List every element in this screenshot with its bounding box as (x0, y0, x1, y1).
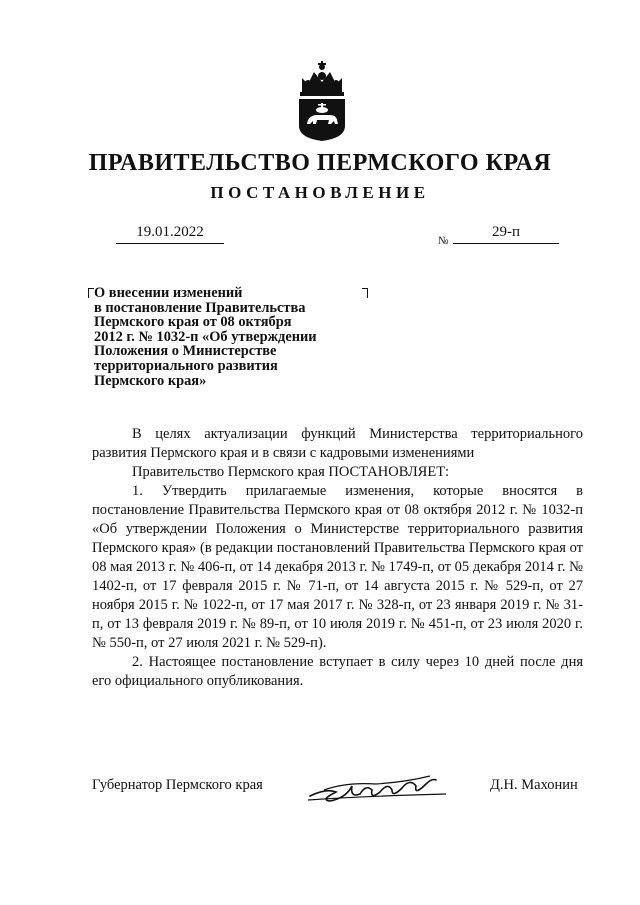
handwritten-signature (306, 770, 448, 806)
document-type: ПОСТАНОВЛЕНИЕ (210, 183, 430, 202)
document-body (92, 425, 583, 691)
document-date: 19.01.2022 (116, 224, 224, 244)
body-paragraph-item-1: 1. Утвердить прилагаемые изменения, которые вносятся в постановление Правительства Пермского края от 08 октября 2012 г. № 1032-п «Об утверждении Положения о Министерстве территориального развития Пермского края» (в редакции постановлений Правительства Пермского края от 08 мая 2013 г. № 406-п, от 14 декабря 2013 г. № 1749-п, от 05 декабря 2014 г. № 1402-п, от 17 февраля 2015 г. № 71-п, от 14 августа 2015 г. № 529-п, от 27 ноября 2015 г. № 1022-п, от 17 мая 2017 г. № 328-п, от 23 января 2019 г. № 31-п, от 13 февраля 2019 г. № 89-п, от 10 июля 2019 г. № 451-п, от 23 июля 2020 г. № 550-п, от 27 июля 2021 г. № 529-п). (92, 483, 583, 651)
signatory-position: Губернатор Пермского края (92, 777, 263, 793)
subject-line: в постановление Правительства (94, 299, 306, 316)
signatory-name: Д.Н. Махонин (490, 777, 578, 793)
body-paragraph-preamble: В целях актуализации функций Министерства территориального развития Пермского края и в связи с кадровыми изменениями (92, 426, 583, 461)
body-paragraph-item-2: 2. Настоящее постановление вступает в силу через 10 дней после дня его официального опубликования. (92, 654, 583, 689)
subject-line: Положения о Министерстве (94, 343, 277, 360)
document-number: 29-п (453, 224, 559, 244)
subject-line: Пермского края» (94, 372, 207, 389)
subject-line: О внесении изменений (94, 285, 243, 301)
subject-line: Пермского края от 08 октября (94, 314, 292, 331)
document-subject (94, 286, 384, 388)
subject-line: территориального развития (94, 357, 278, 374)
government-title: ПРАВИТЕЛЬСТВО ПЕРМСКОГО КРАЯ (88, 150, 552, 176)
body-paragraph-resolves: Правительство Пермского края ПОСТАНОВЛЯЕТ: (132, 464, 450, 480)
subject-line: 2012 г. № 1032-п «Об утверждении (94, 328, 317, 345)
number-sign: № (438, 235, 449, 247)
perm-krai-coat-of-arms-icon (296, 58, 348, 142)
